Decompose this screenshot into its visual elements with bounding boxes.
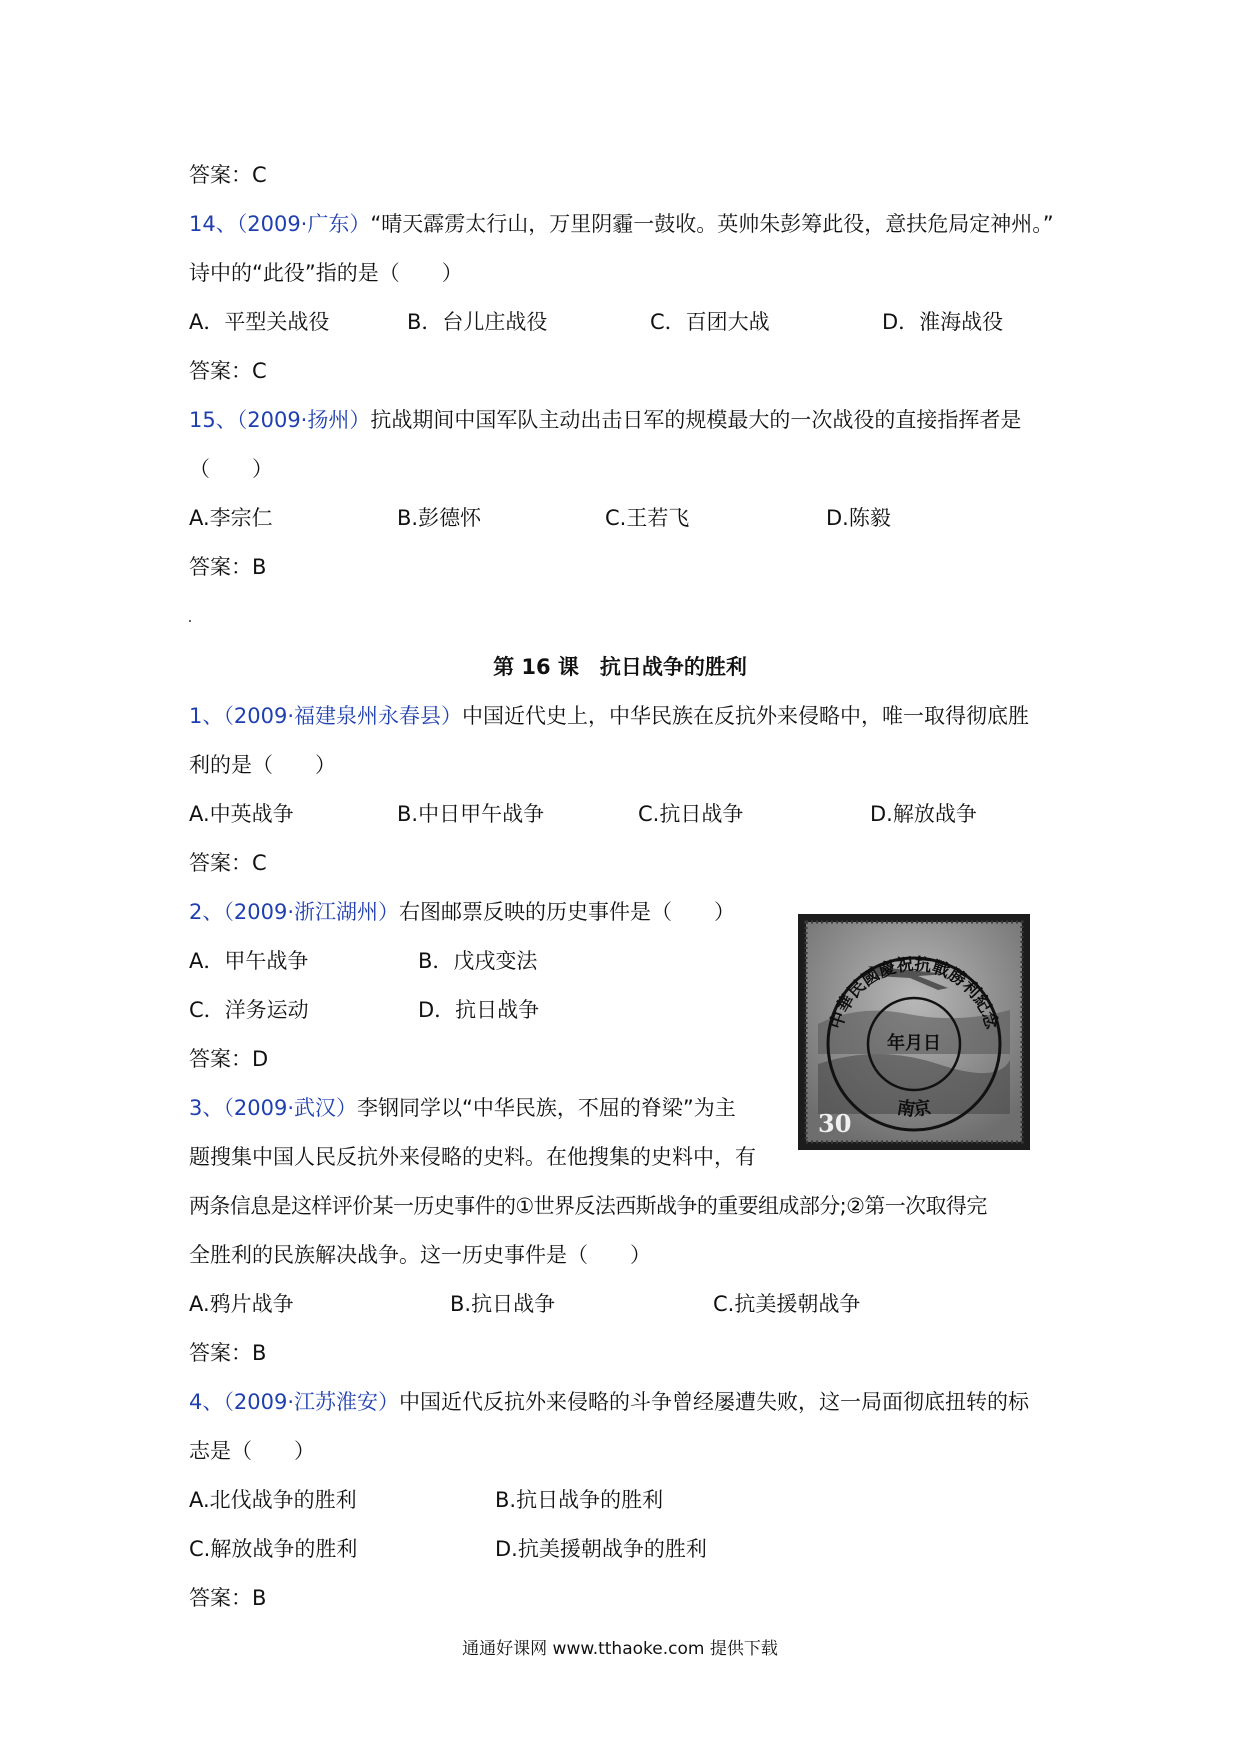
l16-question-1-stem-cont: 利的是（ ） bbox=[189, 753, 336, 777]
question-source: （2009·扬州） bbox=[236, 408, 371, 432]
question-14-stem-cont: 诗中的“此役”指的是（ ） bbox=[189, 261, 463, 285]
l16-q4-option-d: D.抗美援朝战争的胜利 bbox=[495, 1537, 707, 1561]
stamp-value: 30 bbox=[818, 1109, 852, 1138]
question-15-stem bbox=[189, 405, 1021, 435]
l16-question-1-stem bbox=[189, 701, 1029, 731]
question-14-stem bbox=[189, 209, 1054, 239]
l16-question-3-stem-cont-2: 两条信息是这样评价某一历史事件的①世界反法西斯战争的重要组成部分;②第一次取得完 bbox=[189, 1194, 987, 1218]
question-text: 李钢同学以“中华民族，不屈的脊梁”为主 bbox=[357, 1096, 736, 1120]
l16-q3-option-a: A.鸦片战争 bbox=[189, 1292, 294, 1316]
q14-option-c: C．百团大战 bbox=[650, 310, 770, 334]
question-source: （2009·福建泉州永春县） bbox=[223, 704, 462, 728]
l16-q1-option-b: B.中日甲午战争 bbox=[397, 802, 545, 826]
l16-q1-option-c: C.抗日战争 bbox=[638, 802, 744, 826]
question-number: 3、 bbox=[189, 1096, 224, 1120]
l16-q3-option-b: B.抗日战争 bbox=[450, 1292, 556, 1316]
l16-q4-option-b: B.抗日战争的胜利 bbox=[495, 1488, 664, 1512]
q14-option-a: A．平型关战役 bbox=[189, 310, 330, 334]
q15-option-c: C.王若飞 bbox=[605, 506, 690, 530]
question-source: （2009·广东） bbox=[236, 212, 371, 236]
l16-question-4-stem bbox=[189, 1387, 1029, 1417]
postmark-top-text: 中華民國慶祝抗戰勝利紀念 bbox=[826, 954, 1002, 1032]
l16-question-3-stem-cont-3: 全胜利的民族解决战争。这一历史事件是（ ） bbox=[189, 1243, 651, 1267]
stamp-image bbox=[798, 914, 1030, 1150]
l16-question-4-stem-cont: 志是（ ） bbox=[189, 1439, 315, 1463]
question-text: 抗战期间中国军队主动出击日军的规模最大的一次战役的直接指挥者是 bbox=[370, 408, 1022, 432]
lesson-title: 第 16 课 抗日战争的胜利 bbox=[493, 655, 747, 679]
l16-q2-option-c: C．洋务运动 bbox=[189, 998, 309, 1022]
l16-q1-option-d: D.解放战争 bbox=[870, 802, 977, 826]
l16-q3-option-c: C.抗美援朝战争 bbox=[713, 1292, 861, 1316]
question-number: 15、 bbox=[189, 408, 237, 432]
question-text: 右图邮票反映的历史事件是（ ） bbox=[399, 900, 735, 924]
q15-option-a: A.李宗仁 bbox=[189, 506, 273, 530]
l16-q2-option-b: B．戊戌变法 bbox=[418, 949, 538, 973]
postmark-bottom-text: 南京 bbox=[895, 1097, 933, 1121]
question-source: （2009·武汉） bbox=[223, 1096, 357, 1120]
l16-question-2-stem bbox=[189, 897, 735, 927]
l16-q4-option-a: A.北伐战争的胜利 bbox=[189, 1488, 357, 1512]
q14-option-b: B．台儿庄战役 bbox=[407, 310, 548, 334]
l16-answer-2: 答案：D bbox=[189, 1047, 269, 1071]
question-source: （2009·浙江湖州） bbox=[223, 900, 399, 924]
question-text: “晴天霹雳太行山，万里阴霾一鼓收。英帅朱彭筹此役，意扶危局定神州。” bbox=[370, 212, 1054, 236]
q14-option-d: D．淮海战役 bbox=[882, 310, 1004, 334]
stray-mark bbox=[189, 620, 191, 622]
l16-q2-option-a: A．甲午战争 bbox=[189, 949, 309, 973]
answer-13: 答案：C bbox=[189, 163, 267, 187]
question-text: 中国近代史上，中华民族在反抗外来侵略中，唯一取得彻底胜 bbox=[462, 704, 1029, 728]
answer-14: 答案：C bbox=[189, 359, 267, 383]
l16-question-3-stem bbox=[189, 1093, 736, 1123]
l16-q1-option-a: A.中英战争 bbox=[189, 802, 294, 826]
question-source: （2009·江苏淮安） bbox=[223, 1390, 399, 1414]
l16-q4-option-c: C.解放战争的胜利 bbox=[189, 1537, 358, 1561]
page-footer: 通通好课网 www.tthaoke.com 提供下载 bbox=[462, 1639, 778, 1659]
question-text: 中国近代反抗外来侵略的斗争曾经屡遭失败，这一局面彻底扭转的标 bbox=[399, 1390, 1029, 1414]
question-number: 14、 bbox=[189, 212, 237, 236]
q15-option-b: B.彭德怀 bbox=[397, 506, 482, 530]
q15-option-d: D.陈毅 bbox=[826, 506, 891, 530]
l16-question-3-stem-cont-1: 题搜集中国人民反抗外来侵略的史料。在他搜集的史料中，有 bbox=[189, 1145, 756, 1169]
l16-answer-4: 答案：B bbox=[189, 1586, 267, 1610]
question-15-stem-cont: （ ） bbox=[189, 457, 273, 481]
l16-answer-3: 答案：B bbox=[189, 1341, 267, 1365]
question-number: 4、 bbox=[189, 1390, 224, 1414]
postmark-date: 年月日 bbox=[887, 1033, 941, 1054]
l16-q2-option-d: D．抗日战争 bbox=[418, 998, 540, 1022]
l16-answer-1: 答案：C bbox=[189, 851, 267, 875]
answer-15: 答案：B bbox=[189, 555, 267, 579]
question-number: 1、 bbox=[189, 704, 224, 728]
question-number: 2、 bbox=[189, 900, 224, 924]
postage-stamp-illustration bbox=[798, 914, 1030, 1150]
